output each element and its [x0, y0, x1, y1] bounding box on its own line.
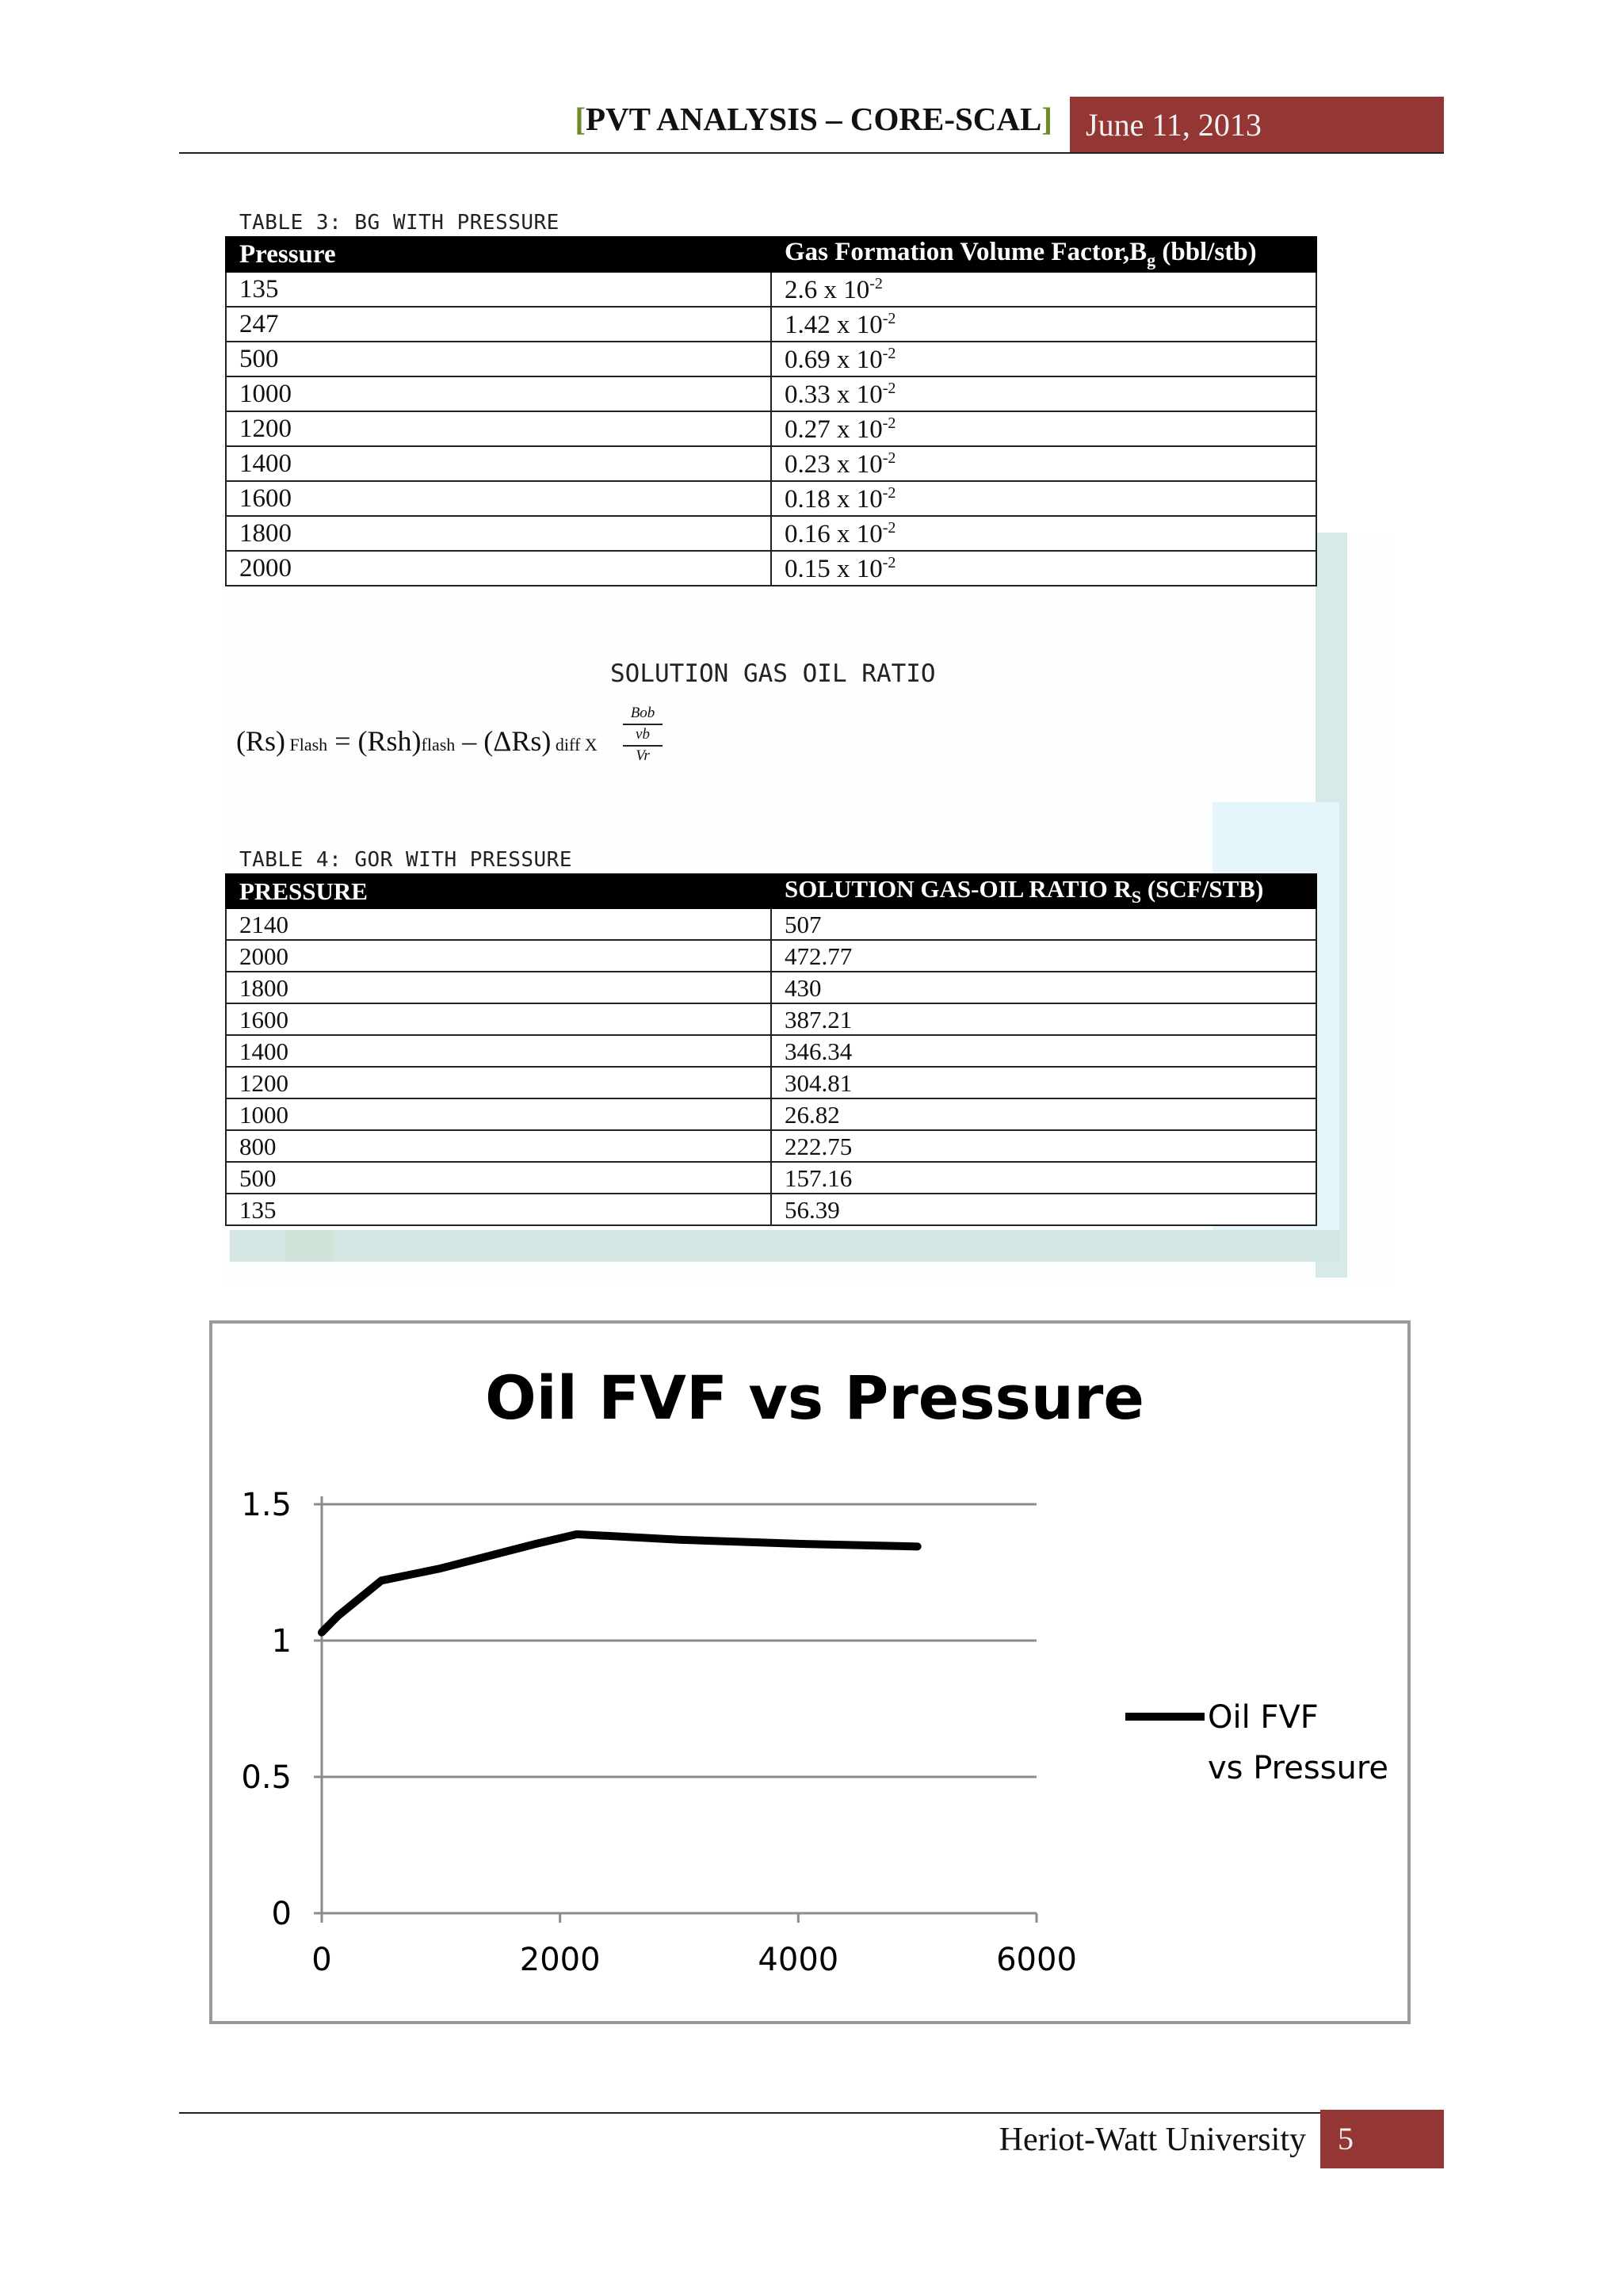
formula-fraction [623, 705, 663, 765]
bg-mantissa: 0.33 x 10 [785, 380, 883, 409]
bg-exponent: -2 [882, 309, 896, 327]
bg-cell [771, 481, 1316, 516]
pressure-cell: 1600 [226, 1003, 771, 1035]
header-bracket-open: [ [575, 101, 586, 137]
bg-mantissa: 0.18 x 10 [785, 484, 883, 514]
bg-mantissa: 2.6 x 10 [785, 275, 870, 304]
gor-formula [236, 724, 598, 758]
header-title-text: PVT ANALYSIS – CORE-SCAL [586, 101, 1042, 137]
table-row [226, 516, 1316, 551]
bg-mantissa: 1.42 x 10 [785, 310, 883, 339]
oil-fvf-chart [209, 1320, 1411, 2024]
pressure-cell: 1200 [226, 411, 771, 446]
table4-caption: TABLE 4: GOR WITH PRESSURE [239, 848, 572, 872]
rs-cell: 304.81 [771, 1067, 1316, 1098]
table-header-row [226, 237, 1316, 272]
page-number: 5 [1320, 2110, 1444, 2168]
table3-col-bg-unit: (bbl/stb) [1155, 238, 1257, 267]
table3-col-bg-text: Gas Formation Volume Factor,B [785, 238, 1148, 267]
rs-cell: 56.39 [771, 1194, 1316, 1225]
bg-cell [771, 516, 1316, 551]
bg-mantissa: 0.27 x 10 [785, 415, 883, 444]
header-title [575, 100, 1052, 138]
table-row [226, 307, 1316, 342]
pressure-cell: 247 [226, 307, 771, 342]
header-divider [179, 152, 1444, 154]
pressure-cell: 500 [226, 342, 771, 376]
table3-col-pressure: Pressure [226, 237, 771, 272]
x-tick-label: 6000 [996, 1942, 1077, 1978]
table4-col-pressure: PRESSURE [226, 874, 771, 908]
table-row [226, 481, 1316, 516]
footer-divider [179, 2112, 1444, 2114]
footer-university: Heriot-Watt University [999, 2122, 1306, 2158]
bg-cell [771, 411, 1316, 446]
pressure-cell: 2140 [226, 908, 771, 940]
bg-mantissa: 0.16 x 10 [785, 519, 883, 548]
rs-cell: 222.75 [771, 1130, 1316, 1162]
bg-mantissa: 0.23 x 10 [785, 449, 883, 479]
table4-col-rs [771, 874, 1316, 908]
table-row [226, 551, 1316, 586]
rs-cell: 507 [771, 908, 1316, 940]
fraction-numerator: Bob [630, 705, 655, 721]
fraction-middle: vb [636, 725, 650, 743]
rs-cell: 472.77 [771, 940, 1316, 972]
bg-cell [771, 446, 1316, 481]
rs-cell: 387.21 [771, 1003, 1316, 1035]
oil-fvf-chart-svg [212, 1324, 1407, 2021]
pressure-cell: 1400 [226, 1035, 771, 1067]
pressure-cell: 135 [226, 272, 771, 307]
bg-cell [771, 376, 1316, 411]
pressure-cell: 1800 [226, 972, 771, 1003]
chart-title: Oil FVF vs Pressure [485, 1362, 1144, 1433]
table3-col-bg-sub: g [1147, 250, 1156, 270]
series-line [322, 1534, 918, 1633]
rs-cell: 430 [771, 972, 1316, 1003]
pressure-cell: 2000 [226, 940, 771, 972]
header-bracket-close: ] [1041, 101, 1052, 137]
table-row [226, 342, 1316, 376]
table-row [226, 1130, 1316, 1162]
y-tick-label: 0.5 [241, 1759, 292, 1796]
formula-delta-rs: – (ΔRs) [455, 725, 552, 757]
pressure-cell: 800 [226, 1130, 771, 1162]
table4-col-rs-text: SOLUTION GAS-OIL RATIO R [785, 875, 1132, 903]
fraction-inner-line [623, 724, 663, 725]
bg-exponent: -2 [882, 483, 896, 502]
bg-exponent: -2 [882, 414, 896, 432]
header-date: June 11, 2013 [1070, 97, 1444, 154]
section-title-solution-gas-oil-ratio: SOLUTION GAS OIL RATIO [610, 659, 936, 688]
rs-cell: 157.16 [771, 1162, 1316, 1194]
pressure-cell: 1000 [226, 1098, 771, 1130]
bg-cell [771, 551, 1316, 586]
bg-exponent: -2 [882, 344, 896, 362]
bg-exponent: -2 [882, 553, 896, 571]
pressure-cell: 1800 [226, 516, 771, 551]
bg-mantissa: 0.69 x 10 [785, 345, 883, 374]
table-row [226, 1035, 1316, 1067]
pressure-cell: 1000 [226, 376, 771, 411]
table-row [226, 1098, 1316, 1130]
y-tick-label: 1.5 [241, 1487, 292, 1523]
pressure-cell: 500 [226, 1162, 771, 1194]
table-row [226, 376, 1316, 411]
bg-cell [771, 307, 1316, 342]
table-row [226, 908, 1316, 940]
formula-rs: (Rs) [236, 725, 285, 757]
bg-exponent: -2 [882, 518, 896, 537]
table4-col-rs-unit: (SCF/STB) [1141, 875, 1264, 903]
pressure-cell: 1400 [226, 446, 771, 481]
bg-mantissa: 0.15 x 10 [785, 554, 883, 583]
legend-label: Oil FVF [1208, 1699, 1319, 1736]
bg-exponent: -2 [882, 449, 896, 467]
table-row [226, 972, 1316, 1003]
table-row [226, 1194, 1316, 1225]
table-row [226, 411, 1316, 446]
table4-col-rs-sub: S [1131, 887, 1142, 907]
table-row [226, 940, 1316, 972]
rs-cell: 346.34 [771, 1035, 1316, 1067]
table-row [226, 272, 1316, 307]
table3-caption: TABLE 3: BG WITH PRESSURE [239, 211, 559, 235]
formula-flash-sub: Flash [285, 735, 328, 755]
table-row [226, 1162, 1316, 1194]
table-row [226, 1067, 1316, 1098]
pressure-cell: 2000 [226, 551, 771, 586]
x-tick-label: 4000 [758, 1942, 839, 1978]
formula-diff-sub: diff [551, 735, 581, 755]
bg-exponent: -2 [882, 379, 896, 397]
legend-label: vs Pressure [1208, 1750, 1389, 1786]
y-tick-label: 1 [271, 1623, 292, 1660]
fraction-denominator: Vr [636, 747, 650, 764]
formula-times: X [580, 735, 598, 755]
fraction-main-line [623, 745, 663, 747]
table-gor-with-pressure [225, 873, 1317, 1226]
y-tick-label: 0 [271, 1896, 292, 1932]
table-header-row [226, 874, 1316, 908]
pressure-cell: 1200 [226, 1067, 771, 1098]
table-row [226, 1003, 1316, 1035]
x-tick-label: 2000 [519, 1942, 601, 1978]
rs-cell: 26.82 [771, 1098, 1316, 1130]
formula-flash-sub2: flash [421, 735, 456, 755]
table-row [226, 446, 1316, 481]
pressure-cell: 1600 [226, 481, 771, 516]
x-tick-label: 0 [311, 1942, 332, 1978]
bg-exponent: -2 [869, 274, 883, 292]
formula-rsh: = (Rsh) [327, 725, 422, 757]
table-bg-with-pressure [225, 236, 1317, 586]
bg-cell [771, 342, 1316, 376]
bg-cell [771, 272, 1316, 307]
table3-col-bg [771, 237, 1316, 272]
pressure-cell: 135 [226, 1194, 771, 1225]
